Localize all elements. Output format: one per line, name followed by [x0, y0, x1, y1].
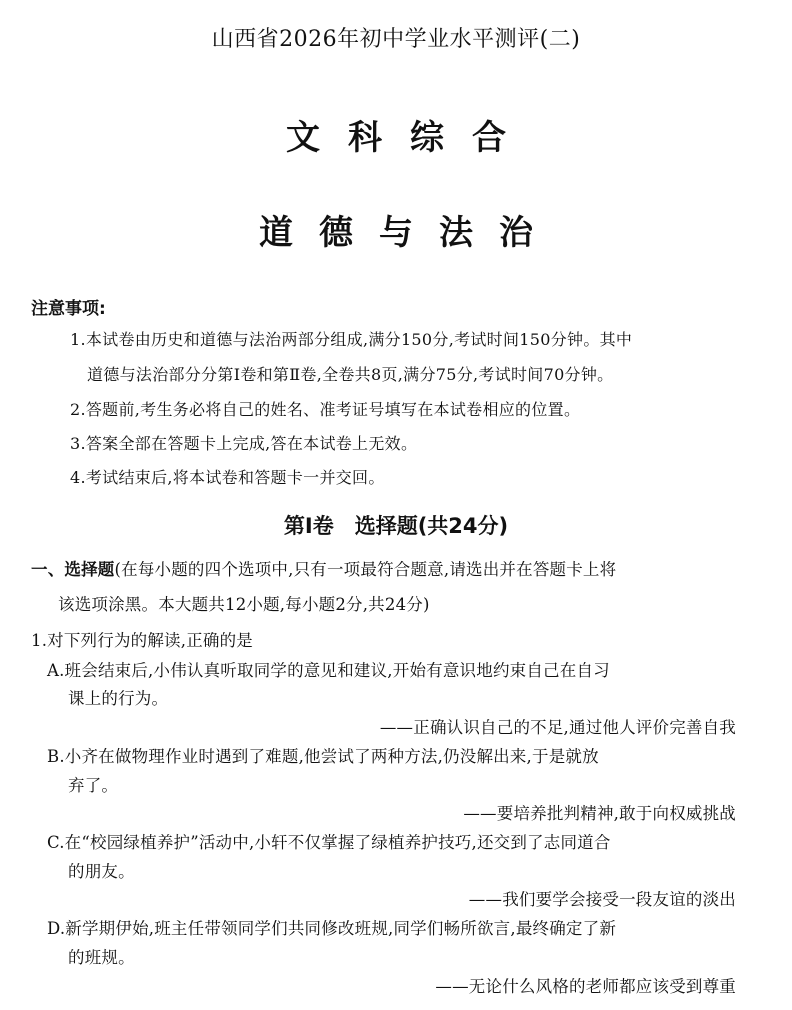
option-a-line2: 课上的行为。: [68, 689, 169, 708]
part-heading: 第Ⅰ卷 选择题(共24分): [283, 514, 509, 538]
section-one-desc-line1: (在每小题的四个选项中,只有一项最符合题意,请选出并在答题卡上将: [114, 560, 617, 579]
option-a-interpretation: ——正确认识自己的不足,通过他人评价完善自我: [379, 718, 736, 737]
section-title: 道德与法治: [259, 213, 559, 253]
option-d-interpretation: ——无论什么风格的老师都应该受到尊重: [435, 977, 736, 996]
option-c-interpretation: ——我们要学会接受一段友谊的淡出: [468, 890, 736, 909]
question-1-stem: 1.对下列行为的解读,正确的是: [31, 631, 253, 650]
notice-item-3: 3.答案全部在答题卡上完成,答在本试卷上无效。: [70, 434, 418, 453]
option-a-line1: A.班会结束后,小伟认真听取同学的意见和建议,开始有意识地约束自己在自习: [47, 661, 610, 680]
notice-item-1-cont: 道德与法治部分分第Ⅰ卷和第Ⅱ卷,全卷共8页,满分75分,考试时间70分钟。: [87, 365, 614, 384]
exam-title: 山西省2026年初中学业水平测评(二): [211, 27, 581, 52]
notice-item-1: 1.本试卷由历史和道德与法治两部分组成,满分150分,考试时间150分钟。其中: [70, 330, 633, 349]
option-b-line2: 弃了。: [68, 776, 119, 795]
option-d-line1: D.新学期伊始,班主任带领同学们共同修改班规,同学们畅所欲言,最终确定了新: [47, 919, 617, 938]
option-c-line1: C.在“校园绿植养护”活动中,小轩不仅掌握了绿植养护技巧,还交到了志同道合: [47, 833, 611, 852]
subject-title: 文科综合: [286, 118, 534, 158]
section-one-intro: [31, 556, 616, 580]
section-one-label: 一、选择题: [31, 560, 115, 579]
notice-item-2: 2.答题前,考生务必将自己的姓名、准考证号填写在本试卷相应的位置。: [70, 400, 581, 419]
option-b-interpretation: ——要培养批判精神,敢于向权威挑战: [463, 804, 736, 823]
notice-heading: 注意事项:: [31, 299, 106, 319]
option-b-line1: B.小齐在做物理作业时遇到了难题,他尝试了两种方法,仍没解出来,于是就放: [47, 747, 599, 766]
section-one-desc-line2: 该选项涂黑。本大题共12小题,每小题2分,共24分): [58, 595, 430, 614]
option-d-line2: 的班规。: [68, 948, 135, 967]
notice-item-4: 4.考试结束后,将本试卷和答题卡一并交回。: [70, 468, 385, 487]
option-c-line2: 的朋友。: [68, 862, 135, 881]
